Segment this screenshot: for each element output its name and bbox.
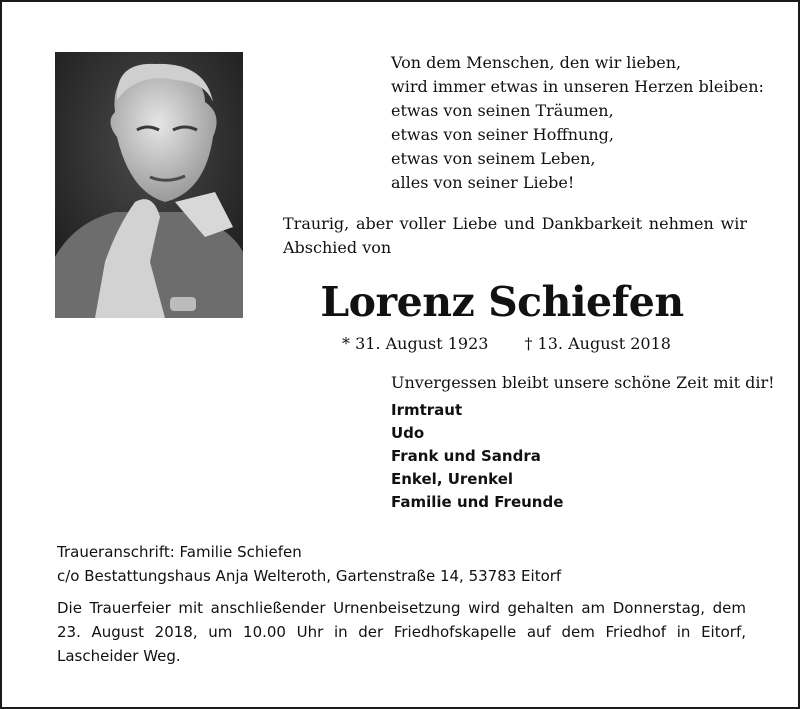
farewell-intro: Traurig, aber voller Liebe und Dankbarkeit nehmen wir Abschied von bbox=[283, 214, 747, 257]
poem-line: etwas von seiner Hoffnung, bbox=[391, 125, 614, 144]
life-dates bbox=[342, 332, 671, 356]
mourners-list bbox=[391, 399, 563, 514]
memorial-poem bbox=[391, 51, 764, 195]
poem-line: Von dem Menschen, den wir lieben, bbox=[391, 53, 682, 72]
portrait-photo bbox=[55, 52, 243, 318]
mourner-name: Irmtraut bbox=[391, 401, 463, 419]
mourner-name: Familie und Freunde bbox=[391, 493, 564, 511]
mourner-name: Frank und Sandra bbox=[391, 447, 541, 465]
birth-date: * 31. August 1923 bbox=[342, 334, 489, 353]
mourner-name: Udo bbox=[391, 424, 425, 442]
poem-line: alles von seiner Liebe! bbox=[391, 173, 575, 192]
portrait-illustration bbox=[55, 52, 243, 318]
mourning-address bbox=[57, 540, 561, 588]
poem-line: wird immer etwas in unseren Herzen bleiben: bbox=[391, 77, 764, 96]
mourner-name: Enkel, Urenkel bbox=[391, 470, 514, 488]
address-line: c/o Bestattungshaus Anja Welteroth, Gartenstraße 14, 53783 Eitorf bbox=[57, 567, 562, 585]
poem-line: etwas von seinem Leben, bbox=[391, 149, 596, 168]
poem-line: etwas von seinen Träumen, bbox=[391, 101, 614, 120]
deceased-name: Lorenz Schiefen bbox=[320, 278, 684, 326]
death-date: † 13. August 2018 bbox=[524, 334, 671, 353]
ceremony-details: Die Trauerfeier mit anschließender Urnenbeisetzung wird gehalten am Donnerstag, dem 23. August 2018, um 10.00 Uhr in der Friedhofskapelle auf dem Friedhof in Eitorf, Lascheider Weg. bbox=[57, 599, 746, 665]
farewell-line: Unvergessen bleibt unsere schöne Zeit mit dir! bbox=[391, 373, 775, 392]
address-line: Traueranschrift: Familie Schiefen bbox=[57, 543, 302, 561]
